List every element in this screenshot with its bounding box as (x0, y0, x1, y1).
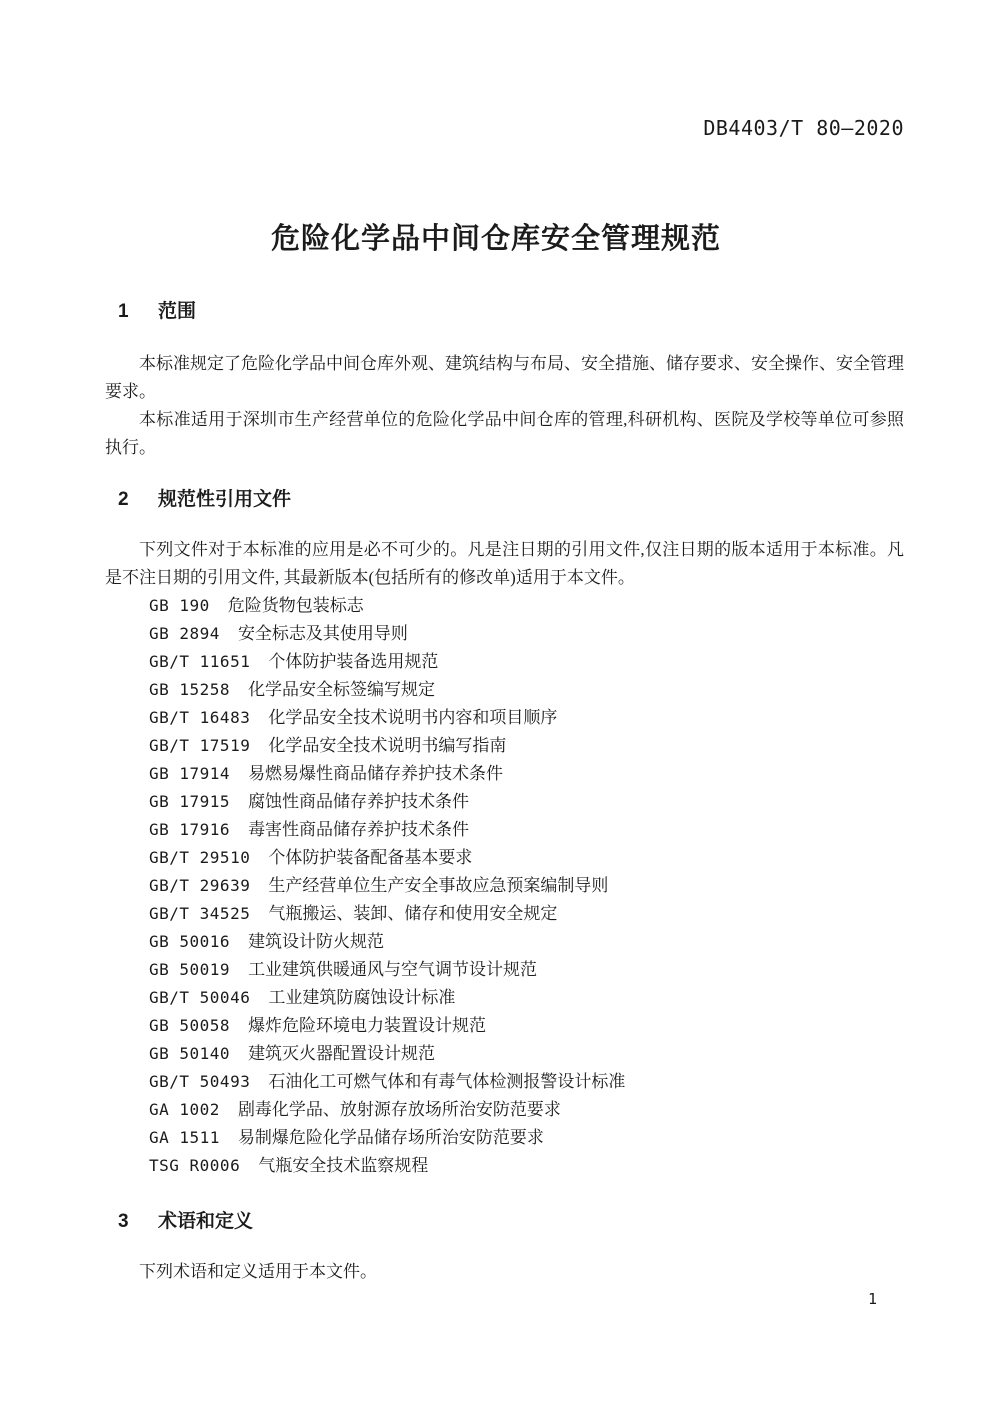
section-3-number: 3 (118, 1211, 129, 1232)
reference-title: 化学品安全技术说明书内容和项目顺序 (268, 708, 558, 727)
reference-title: 气瓶搬运、装卸、储存和使用安全规定 (268, 904, 558, 923)
reference-title: 安全标志及其使用导则 (237, 624, 408, 643)
reference-title: 个体防护装备配备基本要求 (268, 848, 473, 867)
reference-code: GB 17915 (149, 792, 231, 811)
reference-code: GB 50140 (149, 1044, 231, 1063)
reference-item (149, 816, 904, 844)
reference-item (149, 1040, 904, 1068)
reference-title: 易燃易爆性商品储存养护技术条件 (248, 764, 504, 783)
reference-code: TSG R0006 (149, 1156, 241, 1175)
reference-code: GB/T 34525 (149, 904, 251, 923)
reference-title: 化学品安全技术说明书编写指南 (268, 736, 507, 755)
spacer (105, 1180, 904, 1210)
reference-item (149, 620, 904, 648)
section-2-intro-paragraph: 下列文件对于本标准的应用是必不可少的。凡是注日期的引用文件,仅注日期的版本适用于本标准。凡是不注日期的引用文件, 其最新版本(包括所有的修改单)适用于本文件。 (105, 540, 904, 587)
reference-title: 易制爆危险化学品储存场所治安防范要求 (237, 1128, 544, 1147)
reference-title: 危险货物包装标志 (227, 596, 364, 615)
reference-item (149, 1068, 904, 1096)
reference-item (149, 1124, 904, 1152)
reference-item (149, 760, 904, 788)
reference-code: GB 15258 (149, 680, 231, 699)
section-1-number: 1 (118, 301, 129, 322)
page-number: 1 (868, 1290, 878, 1308)
section-2-label: 规范性引用文件 (158, 489, 292, 510)
reference-code: GB/T 11651 (149, 652, 251, 671)
reference-item (149, 900, 904, 928)
reference-item (149, 1096, 904, 1124)
reference-item (149, 592, 904, 620)
reference-item (149, 788, 904, 816)
spacer (105, 512, 904, 536)
document-title: 危险化学品中间仓库安全管理规范 (270, 223, 721, 255)
spacer (105, 462, 904, 488)
reference-code: GA 1511 (149, 1128, 220, 1147)
reference-item (149, 984, 904, 1012)
reference-title: 气瓶安全技术监察规程 (258, 1156, 429, 1175)
section-2-number: 2 (118, 489, 129, 510)
standard-code: DB4403/T 80—2020 (703, 116, 904, 140)
section-1-paragraph-2: 本标准适用于深圳市生产经营单位的危险化学品中间仓库的管理,科研机构、医院及学校等单位可参照执行。 (105, 410, 904, 457)
reference-title: 个体防护装备选用规范 (268, 652, 439, 671)
reference-title: 化学品安全标签编写规定 (248, 680, 436, 699)
reference-item (149, 928, 904, 956)
reference-code: GB 50019 (149, 960, 231, 979)
reference-title: 工业建筑供暖通风与空气调节设计规范 (248, 960, 538, 979)
reference-item (149, 1152, 904, 1180)
reference-code: GA 1002 (149, 1100, 220, 1119)
reference-code: GB/T 50493 (149, 1072, 251, 1091)
reference-item (149, 676, 904, 704)
reference-title: 工业建筑防腐蚀设计标准 (268, 988, 456, 1007)
section-3-heading (105, 1210, 904, 1234)
reference-code: GB 17916 (149, 820, 231, 839)
reference-title: 石油化工可燃气体和有毒气体检测报警设计标准 (268, 1072, 626, 1091)
section-1-label: 范围 (158, 301, 197, 322)
section-3-paragraph-1: 下列术语和定义适用于本文件。 (139, 1262, 377, 1281)
reference-item (149, 872, 904, 900)
reference-code: GB 50058 (149, 1016, 231, 1035)
normative-references-list (105, 592, 904, 1180)
reference-code: GB 17914 (149, 764, 231, 783)
reference-title: 爆炸危险环境电力装置设计规范 (248, 1016, 487, 1035)
reference-title: 剧毒化学品、放射源存放场所治安防范要求 (237, 1100, 561, 1119)
reference-code: GB/T 50046 (149, 988, 251, 1007)
reference-code: GB 2894 (149, 624, 220, 643)
reference-item (149, 844, 904, 872)
reference-title: 毒害性商品储存养护技术条件 (248, 820, 470, 839)
reference-title: 建筑灭火器配置设计规范 (248, 1044, 436, 1063)
section-1-paragraph-1: 本标准规定了危险化学品中间仓库外观、建筑结构与布局、安全措施、储存要求、安全操作、安全管理要求。 (105, 354, 904, 401)
reference-code: GB/T 16483 (149, 708, 251, 727)
reference-item (149, 704, 904, 732)
reference-item (149, 956, 904, 984)
reference-title: 腐蚀性商品储存养护技术条件 (248, 792, 470, 811)
reference-title: 生产经营单位生产安全事故应急预案编制导则 (268, 876, 609, 895)
section-3-label: 术语和定义 (158, 1211, 254, 1232)
reference-item (149, 648, 904, 676)
spacer (105, 324, 904, 350)
reference-code: GB/T 17519 (149, 736, 251, 755)
reference-title: 建筑设计防火规范 (248, 932, 385, 951)
reference-code: GB/T 29510 (149, 848, 251, 867)
reference-code: GB 190 (149, 596, 210, 615)
section-2-heading (105, 488, 904, 512)
spacer (105, 1234, 904, 1258)
reference-code: GB 50016 (149, 932, 231, 951)
reference-item (149, 1012, 904, 1040)
document-body (105, 300, 904, 1286)
reference-item (149, 732, 904, 760)
section-1-heading (105, 300, 904, 324)
reference-code: GB/T 29639 (149, 876, 251, 895)
